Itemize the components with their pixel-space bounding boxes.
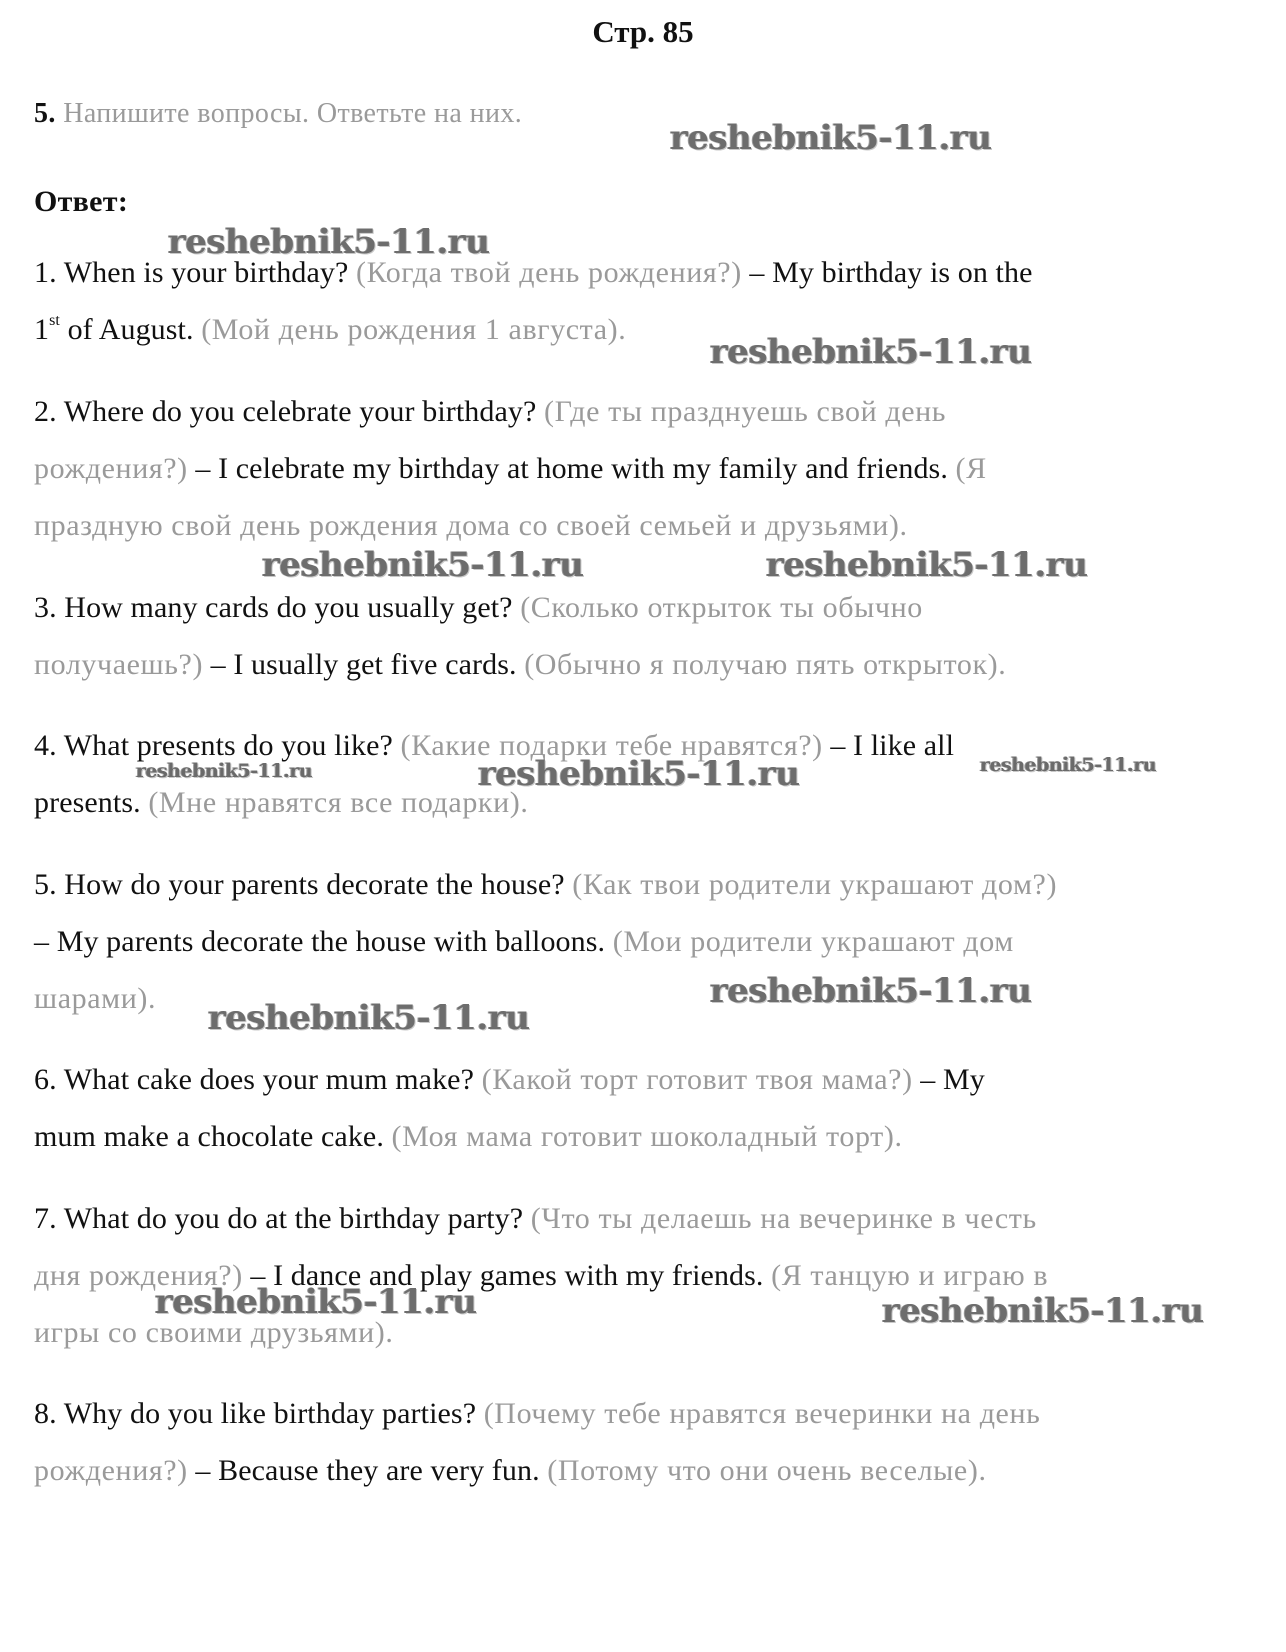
- answer-4-reply: – I like all: [822, 729, 955, 762]
- answer-7-question-translation-cont: дня рождения?): [34, 1259, 243, 1292]
- answer-2-reply-translation: (Я: [955, 452, 987, 485]
- answer-1-reply-translation: (Мой день рождения 1 августа).: [201, 313, 627, 346]
- answer-3-question: 3. How many cards do you usually get?: [34, 591, 521, 624]
- answer-7-reply: – I dance and play games with my friends.: [242, 1259, 772, 1292]
- answer-1-question: 1. When is your birthday?: [34, 256, 356, 289]
- answer-8-question-translation-cont: рождения?): [34, 1454, 188, 1487]
- answer-7-reply-translation: (Я танцую и играю в: [771, 1259, 1049, 1292]
- answer-8-reply: – Because they are very fun.: [187, 1454, 548, 1487]
- answer-7-question-translation: (Что ты делаешь на вечеринке в честь: [530, 1202, 1037, 1235]
- answer-8-line-2: [34, 1454, 987, 1488]
- answer-2-question-translation: (Где ты празднуешь свой день: [544, 395, 947, 428]
- answer-7-reply-translation-cont: игры со своими друзьями).: [34, 1316, 394, 1349]
- answer-3-reply-translation: (Обычно я получаю пять открыток).: [524, 648, 1007, 681]
- answer-4-question: 4. What presents do you like?: [34, 729, 401, 762]
- watermark: reshebnik5-11.ru: [710, 332, 1032, 372]
- answer-6-reply: – My: [912, 1063, 985, 1096]
- answer-6-line-1: [34, 1063, 985, 1097]
- answer-2-question-translation-cont: рождения?): [34, 452, 188, 485]
- answer-2-line-3: [34, 509, 908, 543]
- answer-4-line-2: [34, 786, 528, 820]
- watermark-small: reshebnik5-11.ru: [980, 754, 1157, 776]
- watermark: reshebnik5-11.ru: [262, 545, 584, 585]
- answer-6-reply-cont: mum make a chocolate cake.: [34, 1120, 392, 1153]
- watermark: reshebnik5-11.ru: [766, 545, 1088, 585]
- page-title: Стр. 85: [592, 14, 694, 49]
- answer-6-line-2: [34, 1120, 903, 1154]
- answer-6-question-translation: (Какой торт готовит твоя мама?): [481, 1063, 913, 1096]
- answer-2-reply: – I celebrate my birthday at home with my family and friends.: [187, 452, 956, 485]
- answer-4-reply-translation: (Мне нравятся все подарки).: [148, 786, 529, 819]
- watermark: reshebnik5-11.ru: [208, 998, 530, 1038]
- answer-8-question-translation: (Почему тебе нравятся вечеринки на день: [483, 1397, 1041, 1430]
- answer-6-question: 6. What cake does your mum make?: [34, 1063, 482, 1096]
- answer-3-line-1: [34, 591, 923, 625]
- answer-5-line-2: [34, 925, 1014, 959]
- watermark: reshebnik5-11.ru: [478, 754, 800, 794]
- answer-2-question: 2. Where do you celebrate your birthday?: [34, 395, 545, 428]
- watermark: reshebnik5-11.ru: [670, 118, 992, 158]
- answer-1-reply: – My birthday is on the: [741, 256, 1033, 289]
- answer-4-reply-cont: presents.: [34, 786, 149, 819]
- watermark: reshebnik5-11.ru: [710, 971, 1032, 1011]
- answer-label: Ответ:: [34, 185, 129, 218]
- answer-3-line-2: [34, 648, 1006, 682]
- task-number: 5.: [34, 98, 56, 129]
- watermark: reshebnik5-11.ru: [168, 222, 490, 262]
- watermark: reshebnik5-11.ru: [882, 1291, 1204, 1331]
- watermark-small: reshebnik5-11.ru: [136, 760, 313, 782]
- answer-4-question-translation: (Какие подарки тебе нравятся?): [400, 729, 823, 762]
- answer-5-line-1: [34, 868, 1057, 902]
- answer-1-reply-cont: of August.: [59, 313, 202, 346]
- task-instruction: [34, 98, 522, 130]
- answer-5-question: 5. How do your parents decorate the house?: [34, 868, 573, 901]
- task-text: Напишите вопросы. Ответьте на них.: [63, 98, 523, 129]
- answer-7-question: 7. What do you do at the birthday party?: [34, 1202, 531, 1235]
- answer-5-line-3: [34, 982, 156, 1016]
- answer-1-question-translation: (Когда твой день рождения?): [355, 256, 742, 289]
- answer-3-question-translation: (Сколько открыток ты обычно: [520, 591, 923, 624]
- watermark: reshebnik5-11.ru: [155, 1282, 477, 1322]
- answer-2-line-2: [34, 452, 987, 486]
- answer-8-question: 8. Why do you like birthday parties?: [34, 1397, 484, 1430]
- answer-1-reply-ordinal: st: [49, 312, 60, 329]
- answer-5-reply: – My parents decorate the house with balloons.: [34, 925, 613, 958]
- answer-5-question-translation: (Как твои родители украшают дом?): [572, 868, 1058, 901]
- answer-7-line-1: [34, 1202, 1037, 1236]
- answer-3-question-translation-cont: получаешь?): [34, 648, 204, 681]
- answer-1-line-2: [34, 313, 626, 347]
- answer-8-line-1: [34, 1397, 1040, 1431]
- answer-2-line-1: [34, 395, 946, 429]
- answer-6-reply-translation: (Моя мама готовит шоколадный торт).: [391, 1120, 903, 1153]
- answer-5-reply-translation-cont: шарами).: [34, 982, 157, 1015]
- answer-5-reply-translation: (Мои родители украшают дом: [612, 925, 1014, 958]
- answer-8-reply-translation: (Потому что они очень веселые).: [547, 1454, 987, 1487]
- answer-2-reply-translation-cont: праздную свой день рождения дома со своей семьей и друзьями).: [34, 509, 908, 542]
- answer-3-reply: – I usually get five cards.: [203, 648, 525, 681]
- answer-1-reply-number: 1: [34, 313, 50, 346]
